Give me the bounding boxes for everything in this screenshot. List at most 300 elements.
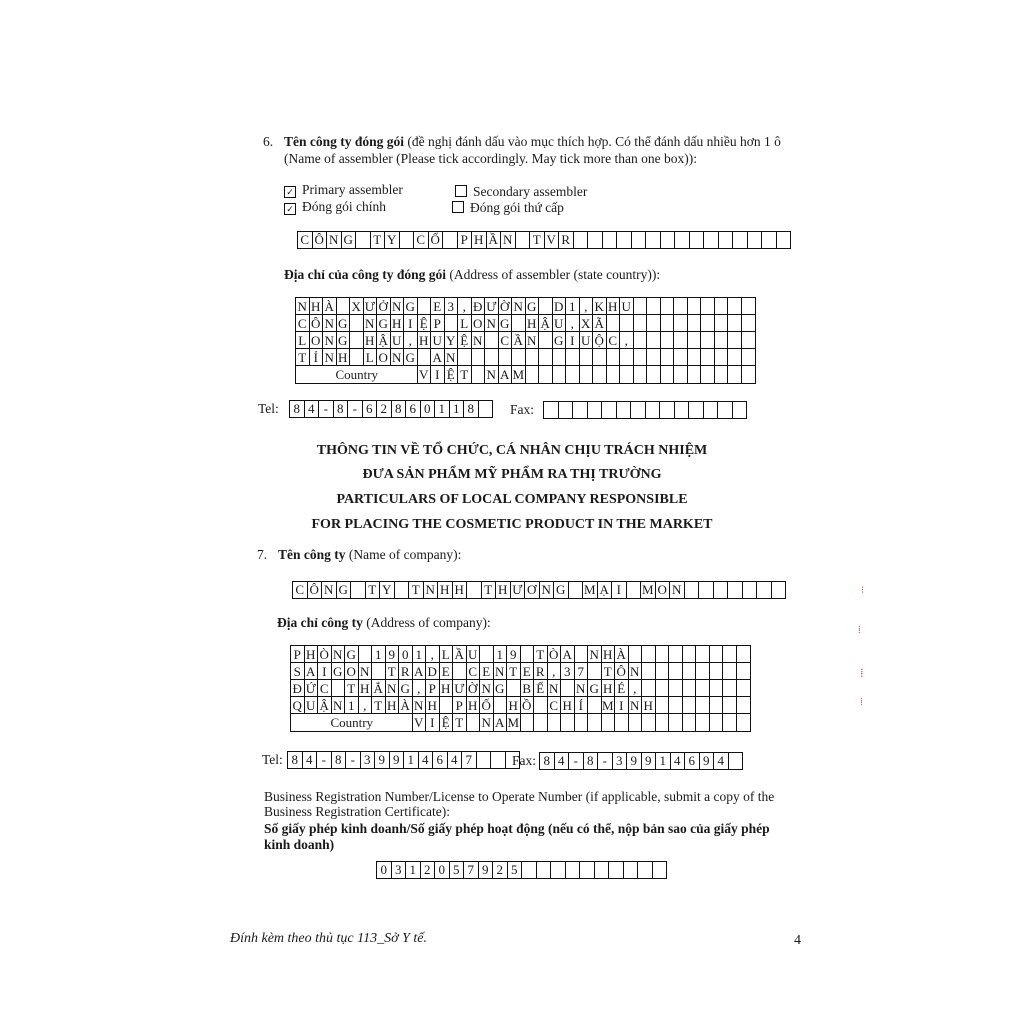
- letter-box: A: [494, 714, 508, 731]
- letter-box: [688, 366, 702, 383]
- letter-box: 8: [334, 401, 349, 417]
- letter-box: [539, 349, 553, 366]
- letter-box: I: [318, 663, 332, 680]
- letter-box: [624, 862, 639, 878]
- letter-box: H: [438, 582, 453, 598]
- letter-box: I: [431, 366, 445, 383]
- secondary-assembler-vi-option[interactable]: [452, 199, 564, 216]
- letter-box: 9: [386, 646, 400, 663]
- letter-box: N: [575, 680, 589, 697]
- business-vi-line1: Số giấy phép kinh doanh/Số giấy phép hoạt động (nếu có thể, nộp bản sao của giấy phép: [264, 821, 770, 836]
- letter-box: [647, 332, 661, 349]
- letter-box: ,: [458, 298, 472, 315]
- company-name-boxes[interactable]: [292, 581, 786, 599]
- letter-box: [553, 349, 567, 366]
- letter-box: [418, 349, 432, 366]
- letter-box: C: [318, 680, 332, 697]
- letter-box: T: [372, 697, 386, 714]
- country-label: Country: [292, 715, 412, 730]
- heading-line1: THÔNG TIN VỀ TỔ CHỨC, CÁ NHÂN CHỊU TRÁCH NHIỆM: [316, 443, 708, 458]
- assembler-fax-boxes[interactable]: [543, 401, 747, 419]
- letter-box: [661, 315, 675, 332]
- letter-box: [660, 402, 675, 418]
- letter-box: [737, 646, 751, 663]
- letter-box: N: [386, 680, 400, 697]
- letter-box: [674, 332, 688, 349]
- letter-box: ,: [580, 298, 594, 315]
- company-address-label: [277, 614, 491, 631]
- letter-box: [602, 402, 617, 418]
- letter-box: [669, 697, 683, 714]
- letter-box: H: [507, 697, 521, 714]
- letter-box: 1: [566, 298, 580, 315]
- letter-box: Ờ: [499, 298, 513, 315]
- letter-box: Y: [385, 232, 400, 248]
- letter-box: H: [467, 697, 481, 714]
- letter-box: 0: [435, 862, 450, 878]
- letter-box: [607, 349, 621, 366]
- letter-box: Ầ: [453, 646, 467, 663]
- letter-box: Ò: [548, 646, 562, 663]
- letter-box: [656, 646, 670, 663]
- letter-box: Ậ: [539, 315, 553, 332]
- letter-box: P: [431, 315, 445, 332]
- letter-box: N: [413, 697, 427, 714]
- letter-box: [491, 752, 506, 768]
- letter-box: [580, 862, 595, 878]
- letter-box: 6: [433, 752, 448, 768]
- section6-title: [284, 133, 781, 150]
- letter-box: C: [414, 232, 429, 248]
- letter-box: H: [561, 697, 575, 714]
- letter-box: Đ: [291, 680, 305, 697]
- letter-box: D: [426, 663, 440, 680]
- letter-box: L: [440, 646, 454, 663]
- letter-box: [683, 697, 697, 714]
- letter-box: [588, 697, 602, 714]
- letter-box: [733, 402, 747, 418]
- letter-box: X: [580, 315, 594, 332]
- letter-box: [661, 298, 675, 315]
- letter-box: [629, 714, 643, 731]
- secondary-assembler-label: Secondary assembler: [473, 184, 588, 199]
- letter-box: C: [296, 315, 310, 332]
- letter-box: [634, 349, 648, 366]
- letter-box: [350, 315, 364, 332]
- letter-box: N: [472, 332, 486, 349]
- letter-box: [351, 582, 366, 598]
- letter-box: [359, 646, 373, 663]
- letter-box: Ộ: [593, 332, 607, 349]
- letter-box: N: [540, 582, 555, 598]
- letter-box: [661, 232, 676, 248]
- letter-box: C: [293, 582, 308, 598]
- letter-box: 9: [627, 753, 642, 769]
- letter-box: [669, 714, 683, 731]
- letter-box: [733, 232, 748, 248]
- letter-box: T: [296, 349, 310, 366]
- letter-box: D: [553, 298, 567, 315]
- letter-box: N: [445, 349, 459, 366]
- letter-box: 9: [700, 753, 715, 769]
- letter-box: Ư: [485, 298, 499, 315]
- letter-box: [656, 680, 670, 697]
- letter-box: R: [399, 663, 413, 680]
- letter-box: H: [607, 298, 621, 315]
- letter-box: [723, 680, 737, 697]
- letter-box: ,: [359, 697, 373, 714]
- letter-box: H: [426, 697, 440, 714]
- letter-box: [642, 680, 656, 697]
- letter-box: [634, 298, 648, 315]
- letter-box: Ệ: [418, 315, 432, 332]
- letter-box: H: [310, 298, 324, 315]
- letter-box: G: [377, 315, 391, 332]
- letter-box: H: [386, 697, 400, 714]
- heading-line3: PARTICULARS OF LOCAL COMPANY RESPONSIBLE: [336, 492, 688, 507]
- letter-box: [710, 680, 724, 697]
- letter-box: Đ: [472, 298, 486, 315]
- letter-box: [443, 232, 458, 248]
- assembler-fax-label: Fax:: [510, 402, 535, 417]
- letter-box: [445, 315, 459, 332]
- letter-box: [615, 714, 629, 731]
- business-vi-line2: kinh doanh): [264, 837, 335, 852]
- letter-box: Ô: [313, 232, 328, 248]
- letter-box: [526, 349, 540, 366]
- letter-box: Ô: [310, 315, 324, 332]
- letter-box: U: [391, 332, 405, 349]
- letter-box: [647, 298, 661, 315]
- letter-box: [521, 646, 535, 663]
- company-fax-label: Fax:: [512, 753, 537, 768]
- letter-box: [728, 332, 742, 349]
- letter-box: [566, 366, 580, 383]
- letter-box: [653, 862, 667, 878]
- letter-box: N: [548, 680, 562, 697]
- assembler-tel-boxes[interactable]: [289, 400, 493, 418]
- letter-box: [715, 315, 729, 332]
- section6-title-line2: (Name of assembler (Please tick accordingly. May tick more than one box)):: [284, 151, 697, 166]
- letter-box: [620, 366, 634, 383]
- letter-box: [742, 315, 756, 332]
- letter-box: À: [323, 298, 337, 315]
- letter-box: H: [642, 697, 656, 714]
- letter-box: N: [296, 298, 310, 315]
- letter-box: 8: [464, 401, 479, 417]
- letter-box: [561, 680, 575, 697]
- letter-box: [580, 366, 594, 383]
- letter-box: [669, 680, 683, 697]
- letter-box: T: [366, 582, 381, 598]
- letter-box: [674, 349, 688, 366]
- letter-box: C: [499, 332, 513, 349]
- letter-box: ,: [629, 680, 643, 697]
- letter-box: [772, 582, 786, 598]
- letter-box: [646, 232, 661, 248]
- letter-box: [634, 332, 648, 349]
- letter-box: [537, 862, 552, 878]
- letter-box: H: [440, 680, 454, 697]
- letter-box: O: [656, 582, 671, 598]
- letter-box: [627, 582, 642, 598]
- letter-box: H: [359, 680, 373, 697]
- letter-box: [728, 582, 743, 598]
- footer-note: Đính kèm theo thủ tục 113_Sở Y tế.: [230, 931, 427, 946]
- letter-box: [534, 714, 548, 731]
- letter-box: [539, 332, 553, 349]
- letter-box: -: [569, 753, 584, 769]
- company-address-grid[interactable]: [290, 645, 751, 732]
- letter-box: 1: [450, 401, 465, 417]
- letter-box: -: [319, 401, 334, 417]
- heading-line2: ĐƯA SẢN PHẨM MỸ PHẨM RA THỊ TRƯỜNG: [362, 467, 662, 482]
- primary-checkbox[interactable]: ✓: [284, 186, 296, 198]
- section7-title-bold: Tên công ty: [278, 547, 346, 562]
- letter-box: N: [359, 663, 373, 680]
- letter-box: 0: [421, 401, 436, 417]
- letter-box: 9: [507, 646, 521, 663]
- letter-box: 8: [392, 401, 407, 417]
- letter-box: 4: [671, 753, 686, 769]
- letter-box: S: [291, 663, 305, 680]
- letter-box: [688, 332, 702, 349]
- page-number: 4: [794, 933, 801, 948]
- letter-box: [715, 349, 729, 366]
- company-fax-boxes[interactable]: [539, 752, 743, 770]
- letter-box: N: [588, 646, 602, 663]
- letter-box: Ổ: [429, 232, 444, 248]
- letter-box: Ệ: [458, 332, 472, 349]
- section7-title-rest: (Name of company):: [345, 547, 462, 562]
- letter-box: [617, 402, 632, 418]
- primary-assembler-option[interactable]: [284, 181, 403, 198]
- letter-box: -: [348, 401, 363, 417]
- letter-box: [715, 332, 729, 349]
- letter-box: [574, 232, 589, 248]
- letter-box: [603, 232, 618, 248]
- letter-box: [453, 663, 467, 680]
- letter-box: 3: [561, 663, 575, 680]
- letter-box: N: [629, 697, 643, 714]
- letter-box: [569, 582, 584, 598]
- letter-box: [595, 862, 610, 878]
- letter-box: [669, 646, 683, 663]
- letter-box: Ắ: [372, 680, 386, 697]
- letter-box: Y: [380, 582, 395, 598]
- letter-box: [521, 714, 535, 731]
- letter-box: H: [472, 232, 487, 248]
- section7-title: [278, 546, 461, 563]
- letter-box: 5: [450, 862, 465, 878]
- letter-box: [485, 349, 499, 366]
- letter-box: [400, 232, 415, 248]
- letter-box: ,: [566, 315, 580, 332]
- business-en-line1: Business Registration Number/License to Operate Number (if applicable, submit a copy of the: [264, 789, 775, 804]
- letter-box: T: [534, 646, 548, 663]
- letter-box: N: [501, 232, 516, 248]
- letter-box: A: [413, 663, 427, 680]
- letter-box: [710, 697, 724, 714]
- letter-box: [757, 582, 772, 598]
- letter-box: [609, 862, 624, 878]
- letter-box: G: [342, 232, 357, 248]
- company-tel-label: Tel:: [262, 752, 283, 767]
- letter-box: 4: [305, 401, 320, 417]
- letter-box: [669, 663, 683, 680]
- letter-box: [777, 232, 791, 248]
- letter-box: N: [480, 680, 494, 697]
- letter-box: P: [426, 680, 440, 697]
- letter-box: 1: [656, 753, 671, 769]
- letter-box: 8: [288, 752, 303, 768]
- letter-box: 1: [345, 697, 359, 714]
- letter-box: T: [482, 582, 497, 598]
- letter-box: [675, 402, 690, 418]
- letter-box: [718, 402, 733, 418]
- letter-box: [701, 366, 715, 383]
- letter-box: [704, 402, 719, 418]
- section6-number: 6.: [263, 134, 274, 149]
- letter-box: [737, 680, 751, 697]
- letter-box: H: [453, 582, 468, 598]
- letter-box: [458, 349, 472, 366]
- letter-box: 4: [419, 752, 434, 768]
- letter-box: 6: [685, 753, 700, 769]
- letter-box: [701, 332, 715, 349]
- letter-box: N: [332, 646, 346, 663]
- secondary-assembler-vi-label: Đóng gói thứ cấp: [470, 200, 564, 215]
- letter-box: [472, 366, 486, 383]
- letter-box: [507, 680, 521, 697]
- letter-box: N: [629, 663, 643, 680]
- letter-box: [634, 366, 648, 383]
- letter-box: [742, 366, 756, 383]
- letter-box: M: [507, 715, 520, 730]
- letter-box: [395, 582, 410, 598]
- letter-box: I: [566, 332, 580, 349]
- letter-box: [372, 663, 386, 680]
- letter-box: C: [607, 332, 621, 349]
- letter-box: [723, 697, 737, 714]
- letter-box: [642, 663, 656, 680]
- secondary-vi-checkbox[interactable]: [452, 201, 464, 213]
- letter-box: [566, 862, 581, 878]
- letter-box: G: [399, 680, 413, 697]
- letter-box: 1: [372, 646, 386, 663]
- letter-box: L: [296, 332, 310, 349]
- letter-box: [337, 298, 351, 315]
- letter-box: 5: [508, 862, 523, 878]
- letter-box: O: [310, 332, 324, 349]
- letter-box: [494, 697, 508, 714]
- letter-box: K: [593, 298, 607, 315]
- letter-box: [661, 332, 675, 349]
- letter-box: L: [364, 349, 378, 366]
- letter-box: H: [602, 646, 616, 663]
- letter-box: [723, 663, 737, 680]
- letter-box: [656, 697, 670, 714]
- letter-box: R: [534, 663, 548, 680]
- letter-box: [646, 402, 661, 418]
- letter-box: [512, 315, 526, 332]
- secondary-assembler-option[interactable]: [455, 183, 587, 200]
- letter-box: [674, 366, 688, 383]
- primary-assembler-vi-option[interactable]: [284, 198, 386, 215]
- letter-box: N: [526, 332, 540, 349]
- letter-box: Ứ: [305, 680, 319, 697]
- business-number-boxes[interactable]: [376, 861, 667, 879]
- letter-box: P: [291, 646, 305, 663]
- letter-box: C: [467, 663, 481, 680]
- letter-box: [553, 366, 567, 383]
- letter-box: 9: [642, 753, 657, 769]
- company-tel-boxes[interactable]: [287, 751, 520, 769]
- letter-box: A: [499, 366, 513, 383]
- letter-box: [638, 862, 653, 878]
- assembler-address-label-bold: Địa chỉ của công ty đóng gói: [284, 267, 447, 282]
- letter-box: [715, 298, 729, 315]
- letter-box: [534, 697, 548, 714]
- letter-box: [617, 232, 632, 248]
- letter-box: [704, 232, 719, 248]
- assembler-address-grid[interactable]: [295, 297, 756, 384]
- letter-box: G: [554, 582, 569, 598]
- assembler-name-boxes[interactable]: [297, 231, 791, 249]
- letter-box: 9: [390, 752, 405, 768]
- letter-box: [710, 663, 724, 680]
- letter-box: O: [377, 349, 391, 366]
- letter-box: 7: [575, 663, 589, 680]
- letter-box: [544, 402, 559, 418]
- letter-box: G: [499, 315, 513, 332]
- letter-box: [690, 232, 705, 248]
- letter-box: 2: [493, 862, 508, 878]
- letter-box: [728, 349, 742, 366]
- letter-box: [714, 582, 729, 598]
- letter-box: [688, 349, 702, 366]
- primary-assembler-label: Primary assembler: [302, 182, 403, 197]
- stamp-mark-icon: ⁝: [861, 585, 865, 596]
- letter-box: N: [424, 582, 439, 598]
- letter-box: 3: [392, 862, 407, 878]
- letter-box: 3: [445, 298, 459, 315]
- company-address-label-bold: Địa chỉ công ty: [277, 615, 363, 630]
- letter-box: Ò: [318, 646, 332, 663]
- letter-box: 2: [421, 862, 436, 878]
- primary-vi-checkbox[interactable]: ✓: [284, 203, 296, 215]
- letter-box: [710, 646, 724, 663]
- letter-box: 0: [399, 646, 413, 663]
- letter-box: [472, 349, 486, 366]
- letter-box: G: [588, 680, 602, 697]
- letter-box: C: [298, 232, 313, 248]
- letter-box: [620, 315, 634, 332]
- letter-box: ,: [426, 646, 440, 663]
- letter-box: O: [345, 663, 359, 680]
- letter-box: P: [458, 232, 473, 248]
- letter-box: I: [404, 315, 418, 332]
- letter-box: Ã: [593, 315, 607, 332]
- letter-box: [632, 232, 647, 248]
- letter-box: 3: [361, 752, 376, 768]
- letter-box: P: [453, 697, 467, 714]
- letter-box: [566, 349, 580, 366]
- letter-box: ,: [413, 680, 427, 697]
- secondary-checkbox[interactable]: [455, 185, 467, 197]
- letter-box: [516, 232, 531, 248]
- letter-box: 3: [613, 753, 628, 769]
